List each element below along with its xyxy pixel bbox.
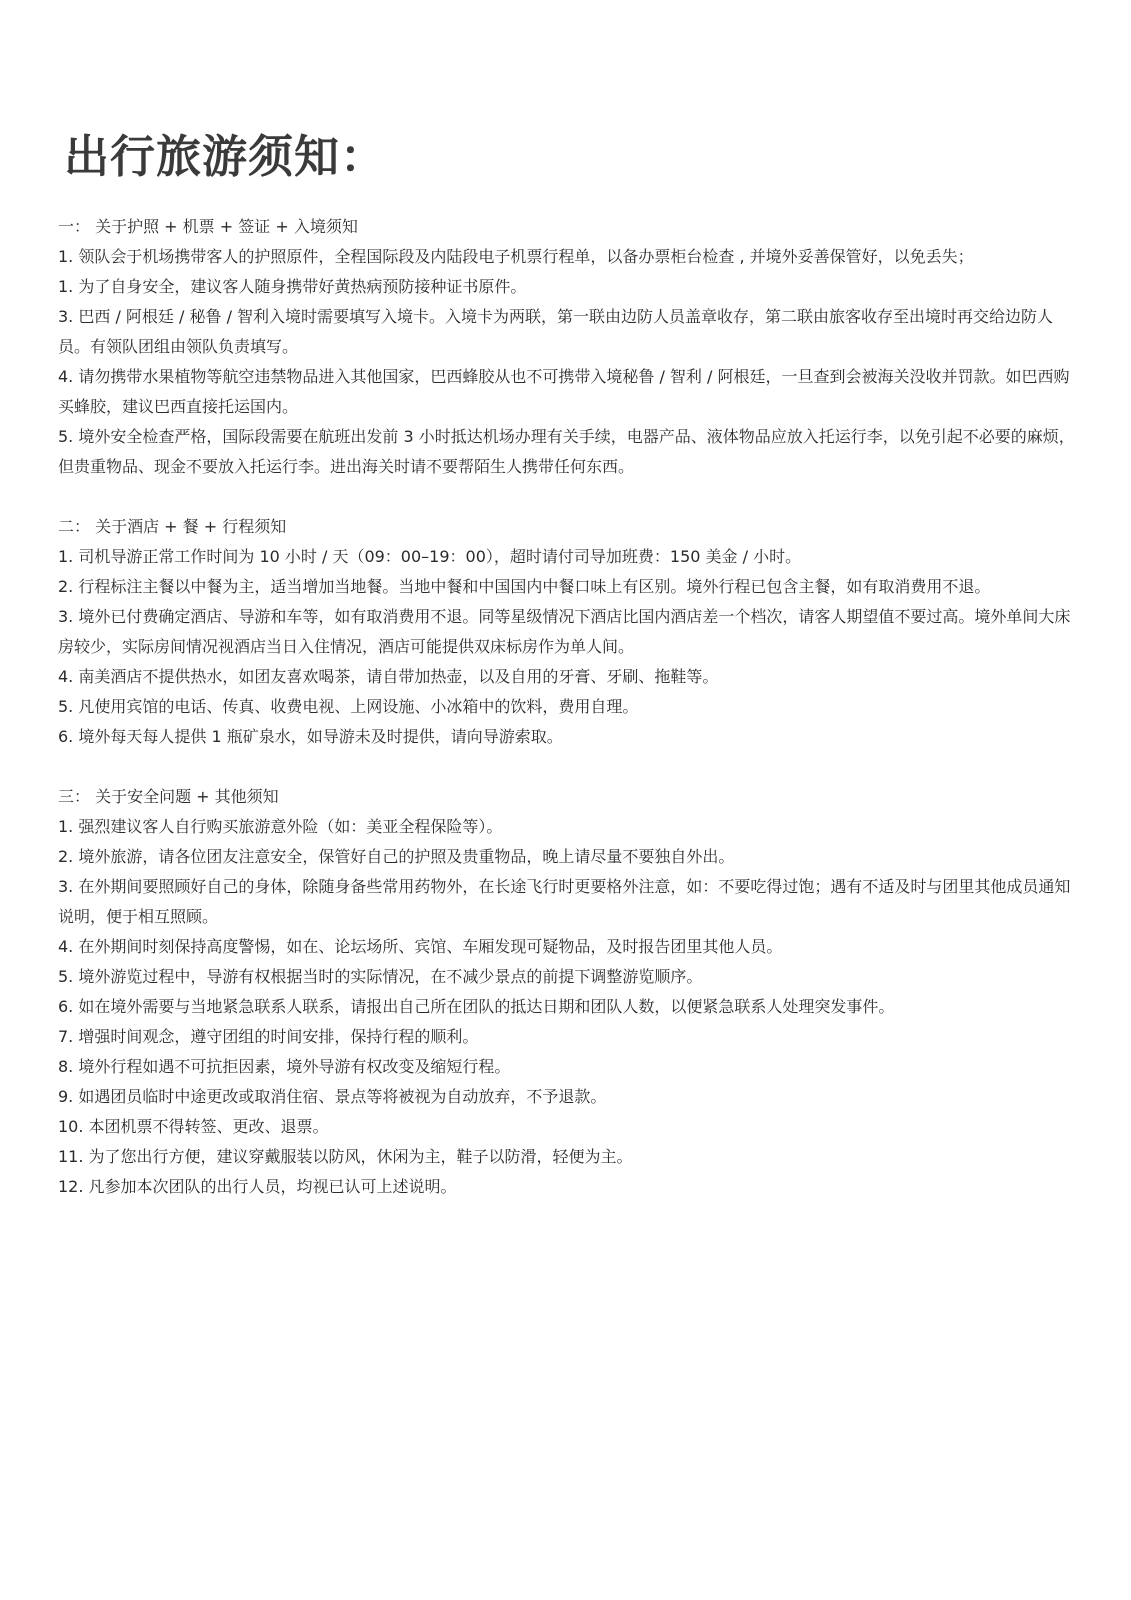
list-item: 5. 境外游览过程中，导游有权根据当时的实际情况，在不减少景点的前提下调整游览顺序。 [58, 967, 703, 986]
list-item: 4. 请勿携带水果植物等航空违禁物品进入其他国家，巴西蜂胶从也不可携带入境秘鲁 / 智利 / 阿根廷，一旦查到会被海关没收并罚款。如巴西购买蜂胶，建议巴西直接托运国内。 [58, 367, 1070, 416]
list-item: 6. 境外每天每人提供 1 瓶矿泉水，如导游未及时提供，请向导游索取。 [58, 727, 563, 746]
section-passport-ticket-visa-entry [58, 212, 1078, 482]
list-item: 1. 领队会于机场携带客人的护照原件，全程国际段及内陆段电子机票行程单，以备办票柜台检查 , 并境外妥善保管好，以免丢失； [58, 247, 974, 266]
list-item: 3. 在外期间要照顾好自己的身体，除随身备些常用药物外，在长途飞行时更要格外注意，如：不要吃得过饱；遇有不适及时与团里其他成员通知说明，便于相互照顾。 [58, 877, 1071, 926]
list-item: 12. 凡参加本次团队的出行人员，均视已认可上述说明。 [58, 1177, 457, 1196]
list-item: 2. 境外旅游，请各位团友注意安全，保管好自己的护照及贵重物品，晚上请尽量不要独自外出。 [58, 847, 735, 866]
section-safety-other [58, 782, 1078, 1202]
list-item: 7. 增强时间观念，遵守团组的时间安排，保持行程的顺利。 [58, 1027, 479, 1046]
list-item: 5. 凡使用宾馆的电话、传真、收费电视、上网设施、小冰箱中的饮料，费用自理。 [58, 697, 639, 716]
list-item: 1. 强烈建议客人自行购买旅游意外险（如：美亚全程保险等）。 [58, 817, 503, 836]
list-item: 11. 为了您出行方便，建议穿戴服装以防风，休闲为主，鞋子以防滑，轻便为主。 [58, 1147, 633, 1166]
section-heading: 二： 关于酒店 + 餐 + 行程须知 [58, 517, 287, 536]
list-item: 3. 巴西 / 阿根廷 / 秘鲁 / 智利入境时需要填写入境卡。入境卡为两联，第一联由边防人员盖章收存，第二联由旅客收存至出境时再交给边防人员。有领队团组由领队负责填写。 [58, 307, 1054, 356]
list-item: 10. 本团机票不得转签、更改、退票。 [58, 1117, 329, 1136]
list-item: 6. 如在境外需要与当地紧急联系人联系，请报出自己所在团队的抵达日期和团队人数，以便紧急联系人处理突发事件。 [58, 997, 895, 1016]
page-title: 出行旅游须知： [64, 130, 387, 183]
list-item: 2. 行程标注主餐以中餐为主，适当增加当地餐。当地中餐和中国国内中餐口味上有区别。境外行程已包含主餐，如有取消费用不退。 [58, 577, 991, 596]
list-item: 3. 境外已付费确定酒店、导游和车等，如有取消费用不退。同等星级情况下酒店比国内酒店差一个档次，请客人期望值不要过高。境外单间大床房较少，实际房间情况视酒店当日入住情况，酒店可能提供双床标房作为单人间。 [58, 607, 1071, 656]
list-item: 4. 南美酒店不提供热水，如团友喜欢喝茶，请自带加热壶，以及自用的牙膏、牙刷、拖鞋等。 [58, 667, 719, 686]
travel-notice-document [58, 125, 1078, 1232]
section-heading: 一： 关于护照 + 机票 + 签证 + 入境须知 [58, 217, 358, 236]
list-item: 1. 为了自身安全，建议客人随身携带好黄热病预防接种证书原件。 [58, 277, 527, 296]
list-item: 9. 如遇团员临时中途更改或取消住宿、景点等将被视为自动放弃，不予退款。 [58, 1087, 607, 1106]
list-item: 5. 境外安全检查严格，国际段需要在航班出发前 3 小时抵达机场办理有关手续，电器产品、液体物品应放入托运行李，以免引起不必要的麻烦，但贵重物品、现金不要放入托运行李。进出海关时请不要帮陌生人携带任何东西。 [58, 427, 1075, 476]
list-item: 4. 在外期间时刻保持高度警惕，如在、论坛场所、宾馆、车厢发现可疑物品，及时报告团里其他人员。 [58, 937, 783, 956]
list-item: 8. 境外行程如遇不可抗拒因素，境外导游有权改变及缩短行程。 [58, 1057, 511, 1076]
section-heading: 三： 关于安全问题 + 其他须知 [58, 787, 279, 806]
section-hotel-meal-itinerary [58, 512, 1078, 752]
list-item: 1. 司机导游正常工作时间为 10 小时 / 天（09：00–19：00），超时请付司导加班费：150 美金 / 小时。 [58, 547, 802, 566]
